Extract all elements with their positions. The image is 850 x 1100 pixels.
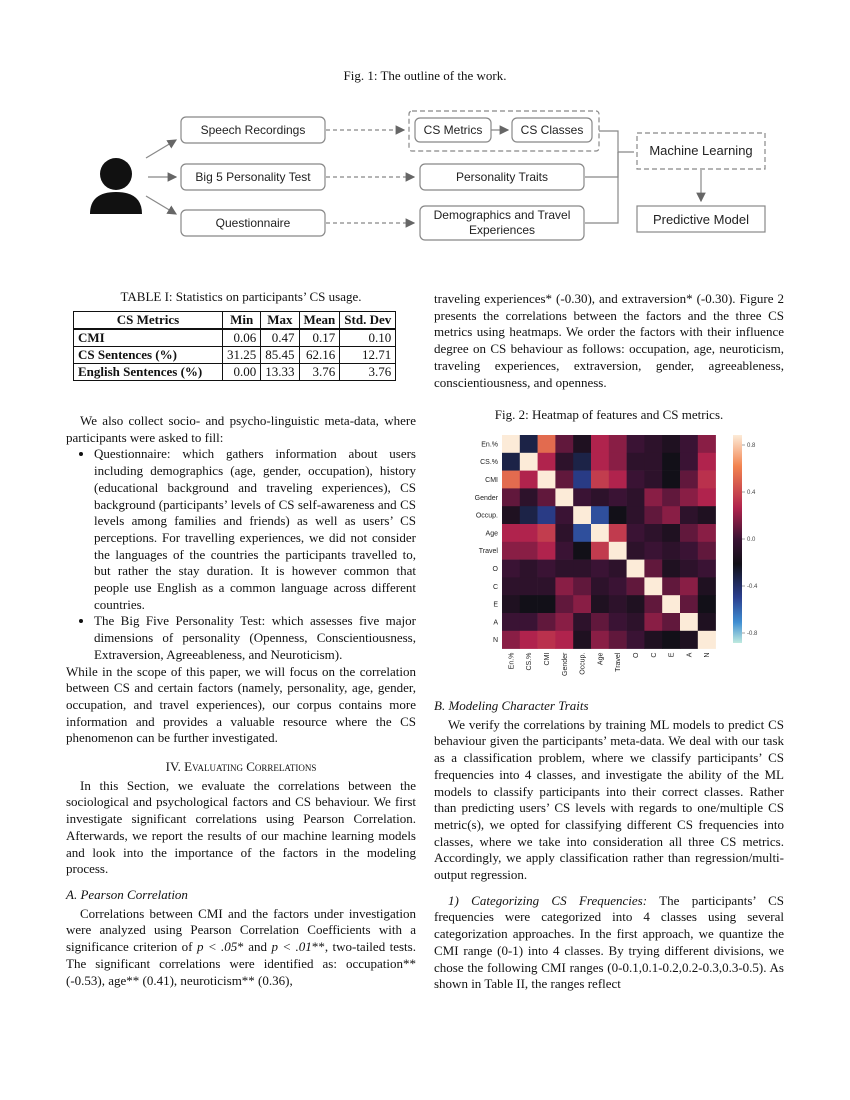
heatmap-cell-A-CMI [538,613,556,631]
colorbar-tick-label: 0.0 [747,537,756,543]
heatmap-cell-A-O [627,613,645,631]
heatmap-cell-CMI-Occup. [573,471,591,489]
heatmap-cell-Age-En.% [502,524,520,542]
heatmap-row-label: E [493,601,498,609]
heatmap-cell-N-CMI [538,631,556,649]
heatmap-cell-Gender-O [627,488,645,506]
heatmap-cell-CMI-Gender [555,471,573,489]
heatmap-cell-Occup.-A [680,506,698,524]
heatmap-cell-A-A [680,613,698,631]
heatmap-cell-O-C [644,560,662,578]
heatmap-column-label: CS.% [526,652,534,671]
heatmap-cell-CS.%-CMI [538,453,556,471]
heatmap-cell-O-E [662,560,680,578]
heatmap-cell-E-Travel [609,595,627,613]
heatmap-cell-Occup.-CS.% [520,506,538,524]
heatmap-cell-Travel-En.% [502,542,520,560]
heatmap-cell-Gender-CS.% [520,488,538,506]
table-cell: 13.33 [261,364,299,381]
heatmap-cell-O-En.% [502,560,520,578]
heatmap-cell-Age-CMI [538,524,556,542]
heatmap-cell-CS.%-En.% [502,453,520,471]
label-personality-traits: Personality Traits [455,170,549,184]
table-cell: 85.45 [261,347,299,364]
heatmap-cell-En.%-Travel [609,435,627,453]
heatmap-cell-Gender-Occup. [573,488,591,506]
section-title: Evaluating Correlations [184,759,317,775]
heatmap-cell-CS.%-C [644,453,662,471]
heatmap-cell-En.%-Age [591,435,609,453]
heatmap-cell-CMI-CS.% [520,471,538,489]
colorbar-tick-label: -0.4 [747,584,758,590]
heatmap-cell-Age-A [680,524,698,542]
colorbar-tick-label: 0.4 [747,490,756,496]
heatmap-cell-E-A [680,595,698,613]
heatmap-cell-CMI-En.% [502,471,520,489]
heatmap-cell-Occup.-CMI [538,506,556,524]
pearson-text-1: Correlations between CMI and the factors under investigation were analyzed using Pearson Correlation Coefficients with a significance criterion of [66,905,416,955]
heatmap-column-label: Occup. [579,652,587,675]
heatmap-row-label: Gender [474,494,498,502]
table-row [74,329,396,347]
table-header-row [74,312,396,330]
right-column-bottom [434,698,784,993]
heatmap-cell-En.%-C [644,435,662,453]
paragraph-modeling: We verify the correlations by training ML models to predict CS behaviour given the participants’ meta-data. We deal with our task as a classification problem, where we classify participants’ CS frequencies into 4 classes, and investigate the ability of the ML models to classify participants into their correct classes. Rather than predicting users’ CS levels with regards to one/multiple CS metric(s), we opted for classifying different CS frequencies into classes, where we take into consideration all three CS metrics. Accordingly, we apply classification rather than regression/multi-output regression. [434,716,784,883]
subsection-pearson: A. Pearson Correlation [66,886,188,902]
table-cell: English Sentences (%) [74,364,223,381]
arrow-traits-ml [585,152,618,177]
heatmap-row-label: En.% [481,441,498,449]
heatmap-cell-Travel-N [698,542,716,560]
colorbar-ticks [742,443,758,637]
heatmap-row-label: N [492,637,498,645]
heatmap-cell-CS.%-Occup. [573,453,591,471]
heatmap-cell-Age-E [662,524,680,542]
table-header-cs-metrics: CS Metrics [74,312,223,330]
heatmap-cell-O-CS.% [520,560,538,578]
heatmap-cell-N-Gender [555,631,573,649]
heatmap-cell-A-CS.% [520,613,538,631]
heatmap-cell-Travel-C [644,542,662,560]
heatmap-column-label: N [704,652,712,658]
bullet-questionnaire: • Questionnaire: which gathers information about users including demographics (age, gender, occupation), history (educational background and traveling experiences), CS background (participants’ levels of CS self-awareness and CS levels among families and friends) as well as users’ CS perceptions. For travelling experiences, we did not consider the languages of the countries the participants travelled to, but rather the stay duration. It is however common that people use English as a common language across different countries. [94,446,416,613]
heatmap-cell-CS.%-O [627,453,645,471]
pearson-criterion-1: p < .05 [196,939,238,955]
heatmap-cell-C-N [698,577,716,595]
heatmap-cell-N-O [627,631,645,649]
heatmap-cell-CMI-Age [591,471,609,489]
arrow-demo-ml [585,152,618,223]
heatmap-row-label: A [493,619,498,627]
table-row [74,347,396,364]
table-header-std: Std. Dev [340,312,396,330]
left-column [66,413,416,989]
table-header-mean: Mean [299,312,340,330]
heatmap-cell-En.%-CS.% [520,435,538,453]
heatmap-cell-Occup.-Travel [609,506,627,524]
subsection-modeling: B. Modeling Character Traits [434,698,589,713]
heatmap-cell-E-C [644,595,662,613]
heatmap-cell-C-Travel [609,577,627,595]
heatmap-cell-CS.%-A [680,453,698,471]
subsubsection-title: 1) Categorizing CS Frequencies: [448,892,648,908]
heatmap-cell-En.%-A [680,435,698,453]
heatmap-cell-Occup.-En.% [502,506,520,524]
heatmap-cell-CMI-N [698,471,716,489]
heatmap-cell-E-N [698,595,716,613]
heatmap-cell-CS.%-Age [591,453,609,471]
heatmap-cell-E-Age [591,595,609,613]
heatmap-cell-C-C [644,577,662,595]
heatmap-cells [502,435,716,649]
heatmap-cell-Age-CS.% [520,524,538,542]
heatmap-cell-E-CS.% [520,595,538,613]
label-machine-learning: Machine Learning [649,143,753,158]
heatmap-cell-O-Travel [609,560,627,578]
heatmap-cell-C-A [680,577,698,595]
heatmap-cell-En.%-E [662,435,680,453]
heatmap-column-labels [508,652,711,676]
table-row [74,364,396,381]
heatmap-cell-Travel-CS.% [520,542,538,560]
heatmap-row-label: Age [485,530,498,538]
heatmap-cell-A-Gender [555,613,573,631]
figure2-caption: Fig. 2: Heatmap of features and CS metrics. [494,407,724,422]
heatmap-row-label: Occup. [475,512,498,520]
heatmap-cell-O-Occup. [573,560,591,578]
table-cell: 0.06 [223,329,261,347]
heatmap-row-label: CS.% [480,459,498,467]
heatmap-cell-N-C [644,631,662,649]
bullet-big-five: • The Big Five Personality Test: which assesses five major dimensions of personality (Openness, Conscientiousness, Extraversion, Agreeableness, and Neuroticism). [94,613,416,663]
heatmap-cell-CMI-CMI [538,471,556,489]
arrow-person-speech [146,140,176,158]
heatmap-cell-Travel-Occup. [573,542,591,560]
paragraph-scope: While in the scope of this paper, we will focus on the correlation between CS and certain factors (namely, personality, age, gender, occupation, and travel experiences), our corpus contains more information and provides a valuable resource where the CS phenomenon can be further investigated. [66,663,416,746]
label-demographics-2: Experiences [468,223,536,237]
heatmap-cell-E-Gender [555,595,573,613]
heatmap-cell-N-Occup. [573,631,591,649]
heatmap-cell-CMI-Travel [609,471,627,489]
heatmap-column-label: C [650,652,658,658]
heatmap-cell-Age-O [627,524,645,542]
heatmap-row-labels [475,441,499,644]
heatmap-cell-C-CS.% [520,577,538,595]
table1-caption: TABLE I: Statistics on participants’ CS usage. [120,289,362,304]
label-demographics-1: Demographics and Travel [433,208,571,222]
heatmap-cell-Age-C [644,524,662,542]
colorbar [733,435,742,643]
table-cell: 0.10 [340,329,396,347]
heatmap-cell-Gender-Age [591,488,609,506]
arrow-person-questionnaire [146,196,176,214]
table-cell: CS Sentences (%) [74,347,223,364]
heatmap-cell-CMI-E [662,471,680,489]
table-header-min: Min [223,312,261,330]
paragraph-correlations: traveling experiences* (-0.30), and extraversion* (-0.30). Figure 2 presents the correlations between the factors and the three CS metrics using heatmaps. We order the factors with their influence degree on CS behaviour as follows: occupation, age, neuroticism, traveling experiences, extraversion, gender, agreeableness, conscientiousness, and openness. [434,291,784,390]
heatmap-column-label: E [668,652,676,658]
figure1-diagram [66,98,776,246]
pearson-criterion-2: p < .01 [271,939,312,955]
label-cs-metrics: CS Metrics [423,123,483,137]
heatmap-cell-Travel-O [627,542,645,560]
table-cell: CMI [74,329,223,347]
colorbar-tick-label: -0.8 [747,631,758,637]
heatmap-cell-C-CMI [538,577,556,595]
label-big5-test: Big 5 Personality Test [195,170,311,184]
categorizing-text: The participants’ CS frequencies were categorized into 4 classes using several categorization approaches. In the first approach, we quantize the CMI range (0-1) into 4 classes. By trying different divisions, we chose the following CMI ranges (0-0.1,0.1-0.2,0.2-0.3,0.3-0.5). As shown in Table II, the ranges reflect [434,892,784,992]
heatmap-cell-N-En.% [502,631,520,649]
heatmap-cell-En.%-Occup. [573,435,591,453]
label-questionnaire: Questionnaire [215,216,291,230]
heatmap-cell-Occup.-E [662,506,680,524]
label-predictive-model: Predictive Model [652,212,750,227]
heatmap-cell-CMI-O [627,471,645,489]
heatmap-cell-Travel-CMI [538,542,556,560]
heatmap-cell-A-Age [591,613,609,631]
heatmap-cell-E-O [627,595,645,613]
table-cell: 3.76 [340,364,396,381]
heatmap-cell-A-Travel [609,613,627,631]
heatmap-cell-Gender-Gender [555,488,573,506]
person-icon [90,158,142,214]
heatmap-cell-Age-Age [591,524,609,542]
arrow-classes-ml [599,131,634,152]
heatmap-cell-E-En.% [502,595,520,613]
heatmap-cell-Gender-CMI [538,488,556,506]
heatmap-column-label: Travel [615,652,623,672]
heatmap-cell-Travel-A [680,542,698,560]
heatmap-column-label: Age [597,652,605,666]
heatmap-cell-En.%-N [698,435,716,453]
section-heading [66,759,416,776]
heatmap-cell-A-Occup. [573,613,591,631]
heatmap-cell-Gender-C [644,488,662,506]
heatmap-cell-Age-Travel [609,524,627,542]
table-cell: 0.47 [261,329,299,347]
label-cs-classes: CS Classes [520,123,584,137]
table-cell: 12.71 [340,347,396,364]
heatmap-cell-En.%-O [627,435,645,453]
paragraph-section-intro: In this Section, we evaluate the correlations between the sociological and psychological factors and CS behaviour. We first investigate significant correlations using Pearson Correlation. Afterwards, we report the results of our machine learning models and look into the importance of the factors in the modeling process. [66,777,416,877]
heatmap-column-label: O [633,652,640,659]
heatmap-cell-A-C [644,613,662,631]
heatmap-cell-N-CS.% [520,631,538,649]
heatmap-cell-C-En.% [502,577,520,595]
heatmap-cell-O-A [680,560,698,578]
heatmap-cell-Gender-Travel [609,488,627,506]
heatmap-cell-Occup.-Gender [555,506,573,524]
bullet-list [66,446,416,663]
section-number: IV. [165,759,181,775]
heatmap-chart [452,430,772,680]
heatmap-cell-C-O [627,577,645,595]
paragraph-metadata: We also collect socio- and psycho-linguistic meta-data, where participants were asked to fill: [66,413,416,445]
heatmap-cell-N-N [698,631,716,649]
heatmap-cell-N-E [662,631,680,649]
heatmap-cell-O-Age [591,560,609,578]
heatmap-cell-CS.%-Travel [609,453,627,471]
heatmap-cell-Age-Gender [555,524,573,542]
heatmap-cell-CS.%-Gender [555,453,573,471]
pearson-text-3: **, two-tailed tests. The significant correlations were identified as: occupation** (-0.53), age** (0.41), neuroticism** (0.36), [66,939,416,988]
heatmap-cell-Gender-E [662,488,680,506]
heatmap-cell-Occup.-N [698,506,716,524]
heatmap-column-label: CMI [544,652,551,666]
table-cell: 3.76 [299,364,340,381]
paragraph-categorizing [434,893,784,993]
table-header-max: Max [261,312,299,330]
heatmap-cell-CS.%-N [698,453,716,471]
heatmap-cell-C-Gender [555,577,573,595]
heatmap-cell-CMI-C [644,471,662,489]
heatmap-cell-N-Age [591,631,609,649]
heatmap-cell-O-N [698,560,716,578]
heatmap-cell-O-CMI [538,560,556,578]
heatmap-cell-E-CMI [538,595,556,613]
heatmap-row-label: Travel [478,548,498,556]
heatmap-cell-Travel-E [662,542,680,560]
heatmap-cell-Travel-Age [591,542,609,560]
heatmap-cell-Travel-Travel [609,542,627,560]
heatmap-column-label: A [686,652,694,658]
heatmap-cell-O-Gender [555,560,573,578]
heatmap-cell-C-E [662,577,680,595]
table-cell: 31.25 [223,347,261,364]
heatmap-cell-A-E [662,613,680,631]
heatmap-cell-E-E [662,595,680,613]
pearson-text-2: * and [237,939,272,955]
heatmap-cell-Age-Occup. [573,524,591,542]
label-speech-recordings: Speech Recordings [200,123,306,137]
heatmap-cell-A-En.% [502,613,520,631]
heatmap-cell-CMI-A [680,471,698,489]
paragraph-pearson [66,906,416,990]
heatmap-cell-CS.%-CS.% [520,453,538,471]
heatmap-cell-CS.%-E [662,453,680,471]
heatmap-cell-O-O [627,560,645,578]
figure1-caption: Fig. 1: The outline of the work. [343,68,507,83]
heatmap-cell-En.%-En.% [502,435,520,453]
heatmap-cell-Gender-N [698,488,716,506]
heatmap-cell-Occup.-Age [591,506,609,524]
heatmap-row-label: C [492,583,498,591]
heatmap-cell-C-Occup. [573,577,591,595]
heatmap-cell-A-N [698,613,716,631]
heatmap-cell-Gender-En.% [502,488,520,506]
heatmap-cell-En.%-CMI [538,435,556,453]
heatmap-cell-E-Occup. [573,595,591,613]
heatmap-column-label: Gender [561,652,569,676]
heatmap-cell-Travel-Gender [555,542,573,560]
colorbar-tick-label: 0.8 [747,443,756,449]
table-cell: 0.00 [223,364,261,381]
heatmap-column-label: En.% [508,652,516,670]
statistics-table [73,311,396,381]
heatmap-cell-Occup.-Occup. [573,506,591,524]
table-cell: 62.16 [299,347,340,364]
heatmap-cell-Gender-A [680,488,698,506]
right-column-top [434,291,784,391]
heatmap-cell-N-A [680,631,698,649]
heatmap-row-label: CMI [485,477,498,484]
heatmap-cell-Age-N [698,524,716,542]
heatmap-cell-En.%-Gender [555,435,573,453]
heatmap-cell-Occup.-O [627,506,645,524]
heatmap-cell-C-Age [591,577,609,595]
table-cell: 0.17 [299,329,340,347]
heatmap-cell-Occup.-C [644,506,662,524]
heatmap-row-label: O [492,566,498,573]
heatmap-cell-N-Travel [609,631,627,649]
